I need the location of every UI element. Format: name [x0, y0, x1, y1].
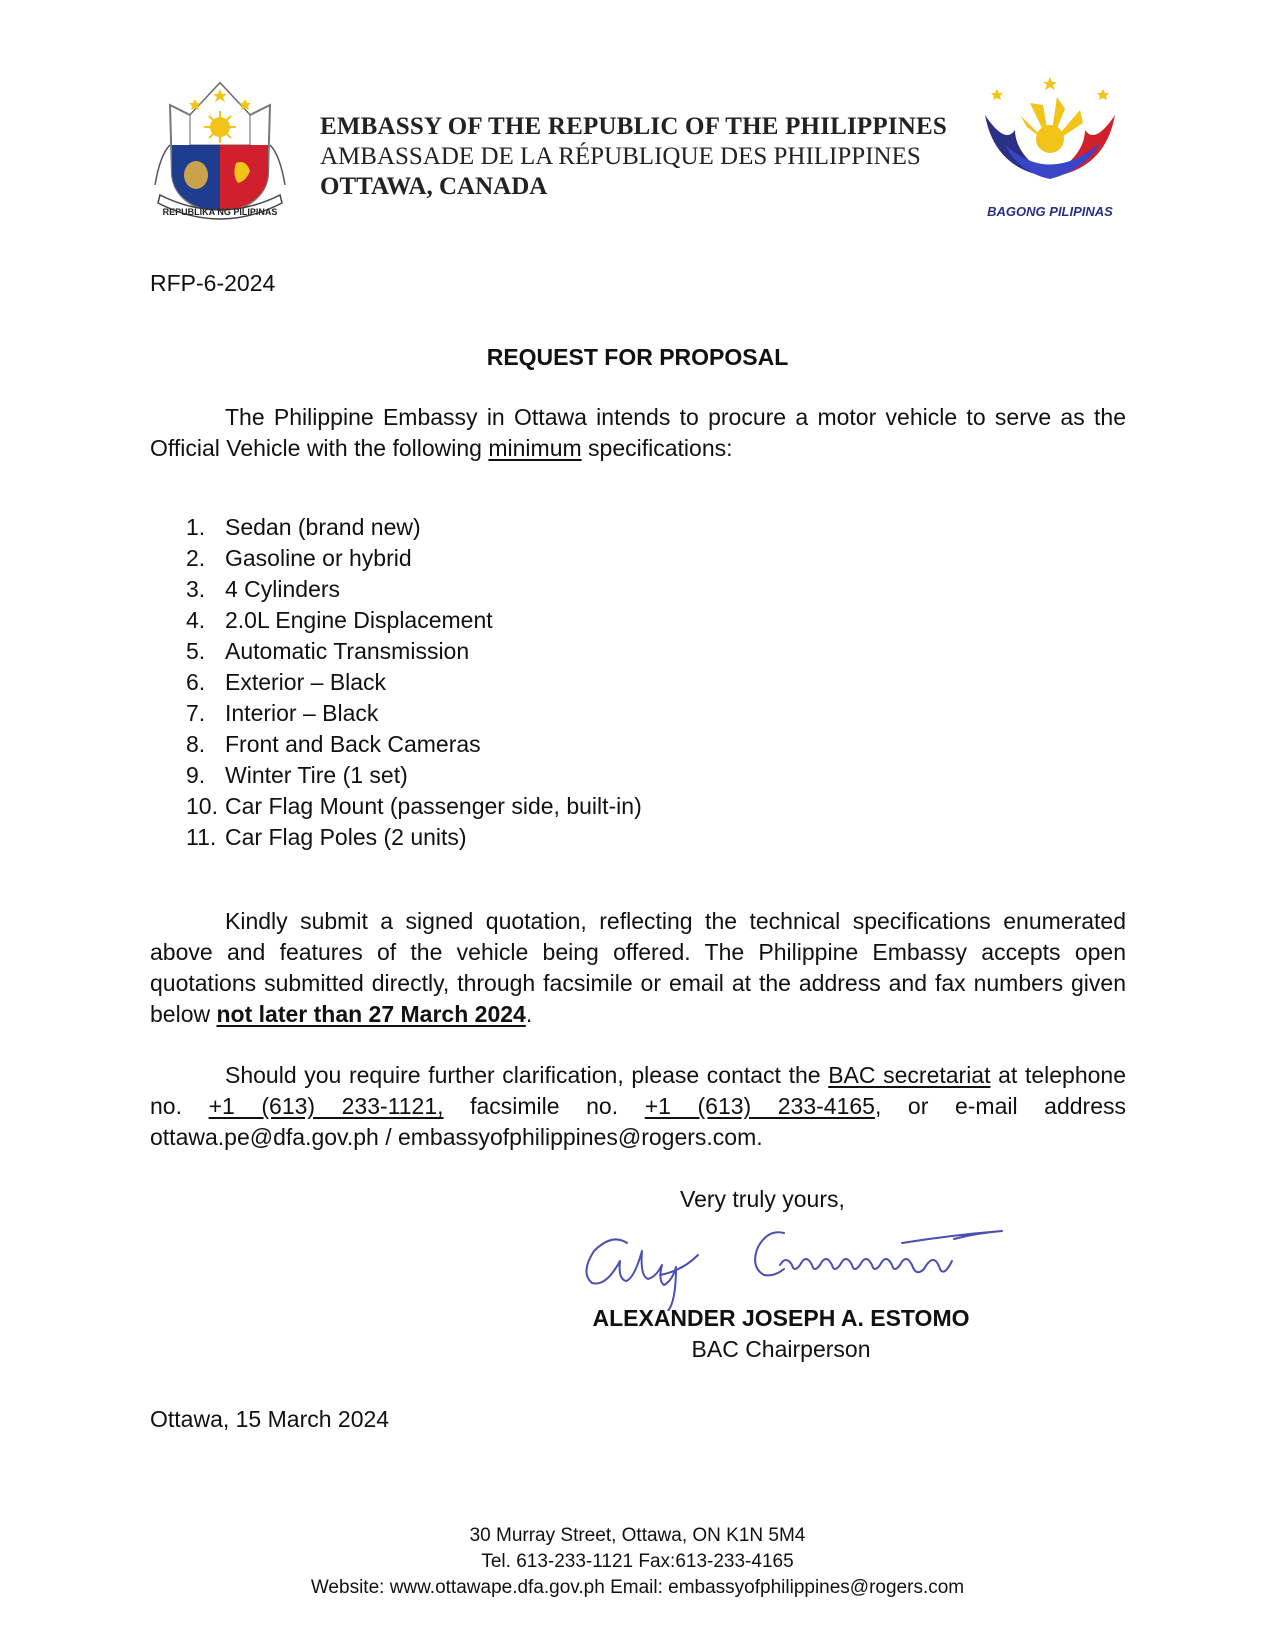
embassy-name-french: AMBASSADE DE LA RÉPUBLIQUE DES PHILIPPINES	[320, 143, 921, 170]
list-item: 7. Interior – Black	[186, 700, 379, 726]
footer-website-email: Website: www.ottawape.dfa.gov.ph Email: embassyofphilippines@rogers.com	[310, 1577, 965, 1598]
list-item: 10. Car Flag Mount (passenger side, built-in)	[186, 793, 642, 819]
bagong-pilipinas-logo-icon	[975, 75, 1125, 185]
list-item: 1. Sedan (brand new)	[186, 514, 421, 540]
submission-paragraph: Kindly submit a signed quotation, reflecting the technical specifications enumerated above and features of the vehicle being offered. The Philippine Embassy accepts open quotations submitted directly, through facsimile or email at the address and fax numbers given below not later than 27 March 2024.	[150, 908, 1126, 1027]
signatory-name: ALEXANDER JOSEPH A. ESTOMO	[592, 1305, 970, 1331]
document-date: Ottawa, 15 March 2024	[150, 1406, 390, 1432]
contact-paragraph: Should you require further clarification, please contact the BAC secretariat at telephone no. +1 (613) 233-1121, facsimile no. +1 (613) 233-4165, or e-mail address ottawa.pe@dfa.gov.ph / embassyofphilippines@rogers.com.	[150, 1062, 1126, 1150]
signature-icon	[572, 1221, 1022, 1311]
footer-phones: Tel. 613-233-1121 Fax:613-233-4165	[481, 1551, 794, 1572]
svg-text:REPUBLIKA NG PILIPINAS: REPUBLIKA NG PILIPINAS	[162, 207, 278, 217]
embassy-name-english: EMBASSY OF THE REPUBLIC OF THE PHILIPPINES	[320, 113, 948, 140]
reference-number: RFP-6-2024	[150, 270, 276, 296]
bac-secretariat-text: BAC secretariat	[828, 1062, 991, 1088]
list-item: 11. Car Flag Poles (2 units)	[186, 824, 467, 850]
list-item: 4. 2.0L Engine Displacement	[186, 607, 493, 633]
list-item: 8. Front and Back Cameras	[186, 731, 481, 757]
specifications-list	[186, 512, 642, 853]
telephone-number: +1 (613) 233-1121,	[208, 1093, 444, 1119]
list-item: 5. Automatic Transmission	[186, 638, 470, 664]
fax-number: +1 (613) 233-4165	[644, 1093, 875, 1119]
signatory-role: BAC Chairperson	[691, 1336, 871, 1362]
document-title: REQUEST FOR PROPOSAL	[486, 344, 789, 370]
list-item: 6. Exterior – Black	[186, 669, 387, 695]
closing-salutation: Very truly yours,	[680, 1186, 845, 1212]
bagong-pilipinas-label: BAGONG PILIPINAS	[987, 204, 1113, 219]
footer-address: 30 Murray Street, Ottawa, ON K1N 5M4	[469, 1525, 806, 1546]
list-item: 3. 4 Cylinders	[186, 576, 341, 602]
minimum-underlined: minimum	[488, 435, 582, 461]
embassy-city: OTTAWA, CANADA	[320, 173, 548, 200]
deadline-text: not later than 27 March 2024	[216, 1001, 526, 1027]
intro-paragraph: The Philippine Embassy in Ottawa intends to procure a motor vehicle to serve as the Official Vehicle with the following minimum specifications:	[150, 404, 1126, 461]
philippine-seal-icon	[150, 75, 290, 235]
list-item: 9. Winter Tire (1 set)	[186, 762, 408, 788]
list-item: 2. Gasoline or hybrid	[186, 545, 412, 571]
